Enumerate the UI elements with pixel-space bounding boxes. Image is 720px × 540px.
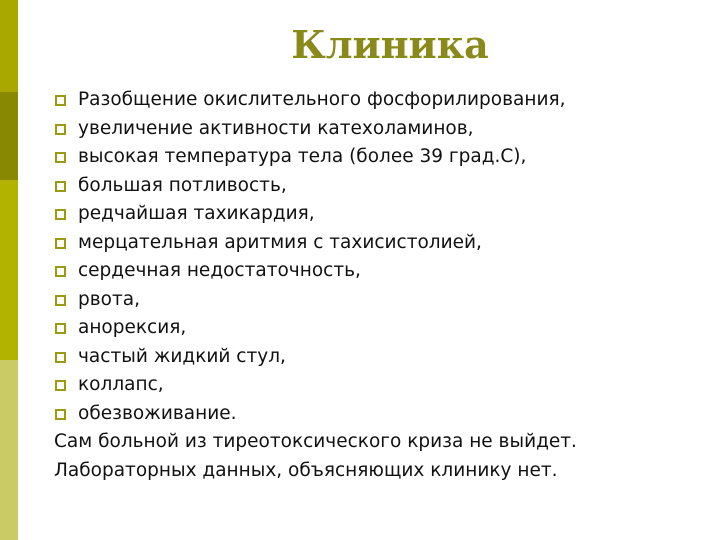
- bullet-text: обезвоживание.: [78, 402, 237, 424]
- square-bullet-icon: [55, 238, 66, 249]
- bullet-item: [54, 371, 704, 400]
- bullet-item: [54, 229, 704, 258]
- square-bullet-icon: [55, 323, 66, 334]
- square-bullet-icon: [55, 181, 66, 192]
- bullet-item: [54, 314, 704, 343]
- bullet-item: [54, 400, 704, 429]
- accent-bar-segment: [0, 360, 18, 540]
- bullet-item: [54, 286, 704, 315]
- accent-bar-segment: [0, 180, 18, 360]
- bullet-item: [54, 86, 704, 115]
- square-bullet-icon: [55, 209, 66, 220]
- bullet-text: мерцательная аритмия с тахисистолией,: [78, 231, 482, 253]
- slide-title: Клиника: [291, 22, 489, 67]
- bullet-item: [54, 143, 704, 172]
- bullet-text: увеличение активности катехоламинов,: [78, 117, 474, 139]
- square-bullet-icon: [55, 95, 66, 106]
- bullet-text: частый жидкий стул,: [78, 345, 286, 367]
- square-bullet-icon: [55, 352, 66, 363]
- bullet-item: [54, 257, 704, 286]
- bullet-text: сердечная недостаточность,: [78, 260, 361, 281]
- square-bullet-icon: [55, 409, 66, 420]
- bullet-text: Разобщение окислительного фосфорилирования,: [78, 89, 566, 110]
- bullet-text: анорексия,: [78, 317, 187, 338]
- note-line: Сам больной из тиреотоксического криза не выйдет.: [54, 431, 577, 452]
- bullet-item: [54, 115, 704, 144]
- left-accent-bar: [0, 0, 18, 540]
- bullet-item: [54, 343, 704, 372]
- square-bullet-icon: [55, 124, 66, 135]
- square-bullet-icon: [55, 295, 66, 306]
- square-bullet-icon: [55, 152, 66, 163]
- accent-bar-segment: [0, 92, 18, 180]
- bullet-text: коллапс,: [78, 374, 164, 395]
- bullet-item: [54, 200, 704, 229]
- bullet-list: [54, 86, 704, 428]
- bullet-text: большая потливость,: [78, 174, 287, 196]
- square-bullet-icon: [55, 266, 66, 277]
- bullet-text: высокая температура тела (более 39 град.С),: [78, 146, 527, 167]
- square-bullet-icon: [55, 380, 66, 391]
- bullet-text: редчайшая тахикардия,: [78, 203, 315, 224]
- bullet-item: [54, 172, 704, 201]
- slide-body: [54, 86, 704, 485]
- note-line: Лабораторных данных, объясняющих клинику нет.: [54, 459, 558, 481]
- bullet-text: рвота,: [78, 288, 140, 310]
